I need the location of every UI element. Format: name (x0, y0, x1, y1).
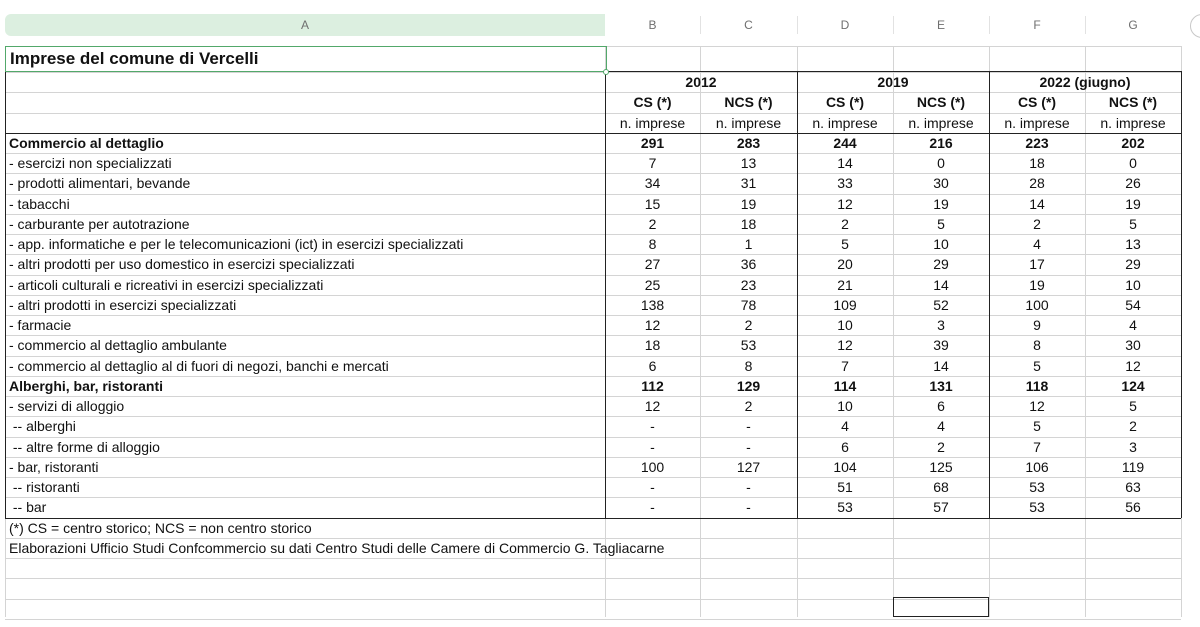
table-cell[interactable]: 12 (644, 317, 661, 333)
table-cell[interactable]: 100 (1025, 296, 1049, 313)
table-cell[interactable]: 5 (841, 236, 849, 252)
table-cell[interactable]: 28 (1029, 175, 1045, 192)
table-cell[interactable]: 10 (1125, 276, 1141, 293)
column-header-bar (0, 14, 1200, 36)
table-cell[interactable]: 3 (937, 317, 945, 333)
table-cell[interactable]: 17 (1029, 256, 1045, 273)
table-cell[interactable]: 19 (1125, 195, 1141, 212)
unit-label[interactable]: n. imprese (1004, 114, 1070, 131)
table-cell[interactable]: 14 (837, 155, 853, 171)
table-cell[interactable]: 109 (833, 296, 857, 313)
table-cell[interactable]: - (650, 418, 655, 435)
table-cell[interactable]: 106 (1025, 458, 1049, 475)
table-cell[interactable]: 5 (1033, 418, 1041, 435)
table-cell[interactable]: 12 (837, 337, 853, 354)
row-label[interactable]: - articoli culturali e ricreativi in esercizi specializzati (9, 276, 324, 293)
row-label[interactable]: Alberghi, bar, ristoranti (9, 377, 164, 394)
table-cell[interactable]: 12 (1029, 398, 1045, 414)
year-header[interactable]: 2022 (giugno) (1039, 74, 1131, 90)
table-cell[interactable]: 202 (1121, 134, 1145, 151)
table-cell[interactable]: 0 (1129, 155, 1137, 171)
table-cell[interactable]: 19 (740, 195, 757, 212)
table-cell[interactable]: 68 (933, 479, 949, 495)
row-label[interactable]: - prodotti alimentari, bevande (9, 175, 191, 192)
table-border (1181, 71, 1182, 518)
table-cell[interactable]: 13 (1125, 236, 1141, 252)
row-label[interactable]: - commercio al dettaglio al di fuori di negozi, banchi e mercati (9, 357, 389, 374)
table-cell[interactable]: 4 (937, 418, 945, 435)
row-label[interactable]: - bar, ristoranti (9, 458, 99, 475)
column-separator[interactable] (700, 16, 701, 34)
table-cell[interactable]: 26 (1125, 175, 1141, 192)
table-cell[interactable]: 6 (841, 438, 849, 455)
table-cell[interactable]: 125 (929, 458, 953, 475)
table-cell[interactable]: 52 (933, 296, 949, 313)
column-header-a[interactable]: A (5, 14, 605, 36)
table-cell[interactable]: 104 (833, 458, 857, 475)
table-cell[interactable]: 57 (933, 499, 949, 516)
table-cell[interactable]: 36 (740, 256, 757, 273)
table-cell[interactable]: 114 (833, 377, 857, 394)
table-cell[interactable]: 5 (937, 215, 945, 232)
column-header-d[interactable]: D (840, 18, 850, 32)
table-cell[interactable]: 54 (1125, 296, 1141, 313)
table-cell[interactable]: 7 (648, 155, 657, 171)
table-cell[interactable]: 19 (1029, 276, 1045, 293)
table-cell[interactable]: 18 (1029, 155, 1045, 171)
table-cell[interactable]: 19 (933, 195, 949, 212)
table-cell[interactable]: 10 (933, 236, 949, 252)
table-cell[interactable]: 2 (841, 215, 849, 232)
column-subheader[interactable]: CS (*) (633, 94, 672, 111)
table-cell[interactable]: 21 (837, 276, 853, 293)
bordered-cell[interactable] (893, 597, 989, 617)
table-cell[interactable]: 8 (648, 236, 657, 252)
column-header-f[interactable]: F (1033, 18, 1041, 32)
row-label[interactable]: -- altre forme di alloggio (9, 438, 160, 455)
table-cell[interactable]: 283 (736, 134, 761, 151)
table-cell[interactable]: 244 (833, 134, 857, 151)
footnote[interactable]: Elaborazioni Ufficio Studi Confcommercio su dati Centro Studi delle Camere di Commercio G. Tagliacarne (9, 539, 665, 556)
column-subheader[interactable]: NCS (*) (916, 94, 966, 111)
table-cell[interactable]: 119 (1121, 458, 1145, 475)
column-separator[interactable] (893, 16, 894, 34)
table-cell[interactable]: 2 (744, 398, 753, 414)
table-cell[interactable]: 18 (644, 337, 661, 354)
table-cell[interactable]: 5 (1129, 215, 1137, 232)
table-cell[interactable]: 8 (1033, 337, 1041, 354)
table-cell[interactable]: 5 (1129, 398, 1137, 414)
grid-line (5, 619, 1181, 620)
table-cell[interactable]: 33 (837, 175, 853, 192)
table-cell[interactable]: 127 (736, 458, 761, 475)
table-cell[interactable]: 63 (1125, 479, 1141, 495)
table-cell[interactable]: 7 (841, 357, 849, 374)
table-cell[interactable]: 112 (641, 377, 664, 394)
table-cell[interactable]: 39 (933, 337, 949, 354)
unit-label[interactable]: n. imprese (908, 114, 974, 131)
column-header-c[interactable]: C (744, 18, 753, 32)
table-cell[interactable]: 2 (648, 215, 657, 232)
table-cell[interactable]: 12 (837, 195, 853, 212)
table-cell[interactable]: 291 (640, 134, 665, 151)
column-subheader[interactable]: CS (*) (825, 94, 865, 111)
table-cell[interactable]: - (650, 499, 655, 516)
table-cell[interactable]: 2 (937, 438, 945, 455)
table-cell[interactable]: 138 (640, 296, 665, 313)
table-cell[interactable]: 4 (841, 418, 849, 435)
table-cell[interactable]: 53 (837, 499, 853, 516)
row-label[interactable]: - commercio al dettaglio ambulante (9, 337, 227, 354)
column-header-g[interactable]: G (1128, 18, 1138, 32)
table-cell[interactable]: 56 (1125, 499, 1141, 516)
table-cell[interactable]: 27 (644, 256, 661, 273)
table-cell[interactable]: 53 (740, 337, 757, 354)
column-header-e[interactable]: E (936, 18, 945, 32)
table-cell[interactable]: 6 (937, 398, 945, 414)
table-cell[interactable]: 10 (837, 317, 853, 333)
table-cell[interactable]: 2 (744, 317, 753, 333)
table-cell[interactable]: 118 (1025, 377, 1049, 394)
table-cell[interactable]: 223 (1025, 134, 1049, 151)
table-cell[interactable]: 30 (933, 175, 949, 192)
row-label[interactable]: - esercizi non specializzati (9, 155, 172, 171)
table-cell[interactable]: 78 (740, 296, 757, 313)
table-cell[interactable]: - (746, 499, 751, 516)
table-cell[interactable]: 29 (1125, 256, 1141, 273)
table-cell[interactable]: 15 (644, 195, 661, 212)
table-cell[interactable]: 10 (837, 398, 853, 414)
table-title[interactable]: Imprese del comune di Vercelli (10, 49, 259, 68)
table-cell[interactable]: 53 (1029, 499, 1045, 516)
table-cell[interactable]: 12 (1125, 357, 1141, 374)
footnote[interactable]: (*) CS = centro storico; NCS = non centro storico (9, 519, 312, 536)
table-cell[interactable]: 14 (933, 276, 949, 293)
unit-label[interactable]: n. imprese (715, 114, 782, 131)
column-subheader[interactable]: NCS (*) (724, 94, 773, 111)
table-cell[interactable]: - (746, 418, 751, 435)
table-cell[interactable]: 25 (644, 276, 661, 293)
column-separator[interactable] (797, 16, 798, 34)
table-cell[interactable]: 129 (736, 377, 761, 394)
table-cell[interactable]: 9 (1033, 317, 1041, 333)
table-cell[interactable]: 20 (837, 256, 853, 273)
row-label[interactable]: - servizi di alloggio (9, 398, 125, 414)
table-cell[interactable]: 0 (937, 155, 945, 171)
grid-line (5, 578, 1181, 579)
table-cell[interactable]: 14 (1029, 195, 1045, 212)
table-cell[interactable]: 18 (740, 215, 757, 232)
row-label[interactable]: - altri prodotti in esercizi specializzati (9, 296, 237, 313)
column-subheader[interactable]: NCS (*) (1108, 94, 1158, 111)
selected-cell-outline (5, 46, 607, 72)
column-subheader[interactable]: CS (*) (1017, 94, 1057, 111)
row-label[interactable]: - tabacchi (9, 195, 70, 212)
table-cell[interactable]: 5 (1033, 357, 1041, 374)
table-cell[interactable]: - (746, 438, 751, 455)
table-cell[interactable]: 216 (929, 134, 953, 151)
table-cell[interactable]: 100 (640, 458, 665, 475)
table-cell[interactable]: 6 (648, 357, 657, 374)
row-label[interactable]: - altri prodotti per uso domestico in esercizi specializzati (9, 256, 355, 273)
row-label[interactable]: - carburante per autotrazione (9, 215, 190, 232)
table-cell[interactable]: 30 (1125, 337, 1141, 354)
table-cell[interactable]: 131 (929, 377, 953, 394)
row-label[interactable]: -- alberghi (9, 418, 76, 435)
table-cell[interactable]: 12 (644, 398, 661, 414)
unit-label[interactable]: n. imprese (619, 114, 686, 131)
table-cell[interactable]: 51 (837, 479, 853, 495)
table-cell[interactable]: 124 (1121, 377, 1145, 394)
year-header[interactable]: 2012 (685, 74, 717, 90)
table-cell[interactable]: - (650, 479, 655, 495)
row-label[interactable]: - farmacie (9, 317, 72, 333)
table-cell[interactable]: 4 (1033, 236, 1041, 252)
table-cell[interactable]: 23 (740, 276, 757, 293)
table-cell[interactable]: 53 (1029, 479, 1045, 495)
table-cell[interactable]: 7 (1033, 438, 1041, 455)
grid-line (5, 558, 1181, 559)
fill-handle[interactable] (603, 69, 609, 75)
table-cell[interactable]: 34 (644, 175, 661, 192)
row-label[interactable]: -- ristoranti (9, 479, 80, 495)
table-cell[interactable]: 14 (933, 357, 949, 374)
unit-label[interactable]: n. imprese (812, 114, 878, 131)
row-label[interactable]: Commercio al dettaglio (9, 134, 164, 151)
column-separator[interactable] (1085, 16, 1086, 34)
table-cell[interactable]: - (650, 438, 655, 455)
table-cell[interactable]: 2 (1129, 418, 1137, 435)
row-label[interactable]: - app. informatiche e per le telecomunicazioni (ict) in esercizi specializzati (9, 236, 464, 252)
grid-line (5, 599, 1181, 600)
row-label[interactable]: -- bar (9, 499, 47, 516)
table-cell[interactable]: 29 (933, 256, 949, 273)
table-cell[interactable]: 2 (1033, 215, 1041, 232)
column-header-b[interactable]: B (648, 18, 657, 32)
table-cell[interactable]: 31 (740, 175, 757, 192)
year-header[interactable]: 2019 (877, 74, 909, 90)
table-cell[interactable]: 4 (1129, 317, 1137, 333)
table-cell[interactable]: 13 (740, 155, 757, 171)
table-cell[interactable]: 3 (1129, 438, 1137, 455)
column-separator[interactable] (989, 16, 990, 34)
table-cell[interactable]: 1 (744, 236, 753, 252)
table-cell[interactable]: 8 (744, 357, 753, 374)
table-cell[interactable]: - (746, 479, 751, 495)
unit-label[interactable]: n. imprese (1100, 114, 1166, 131)
